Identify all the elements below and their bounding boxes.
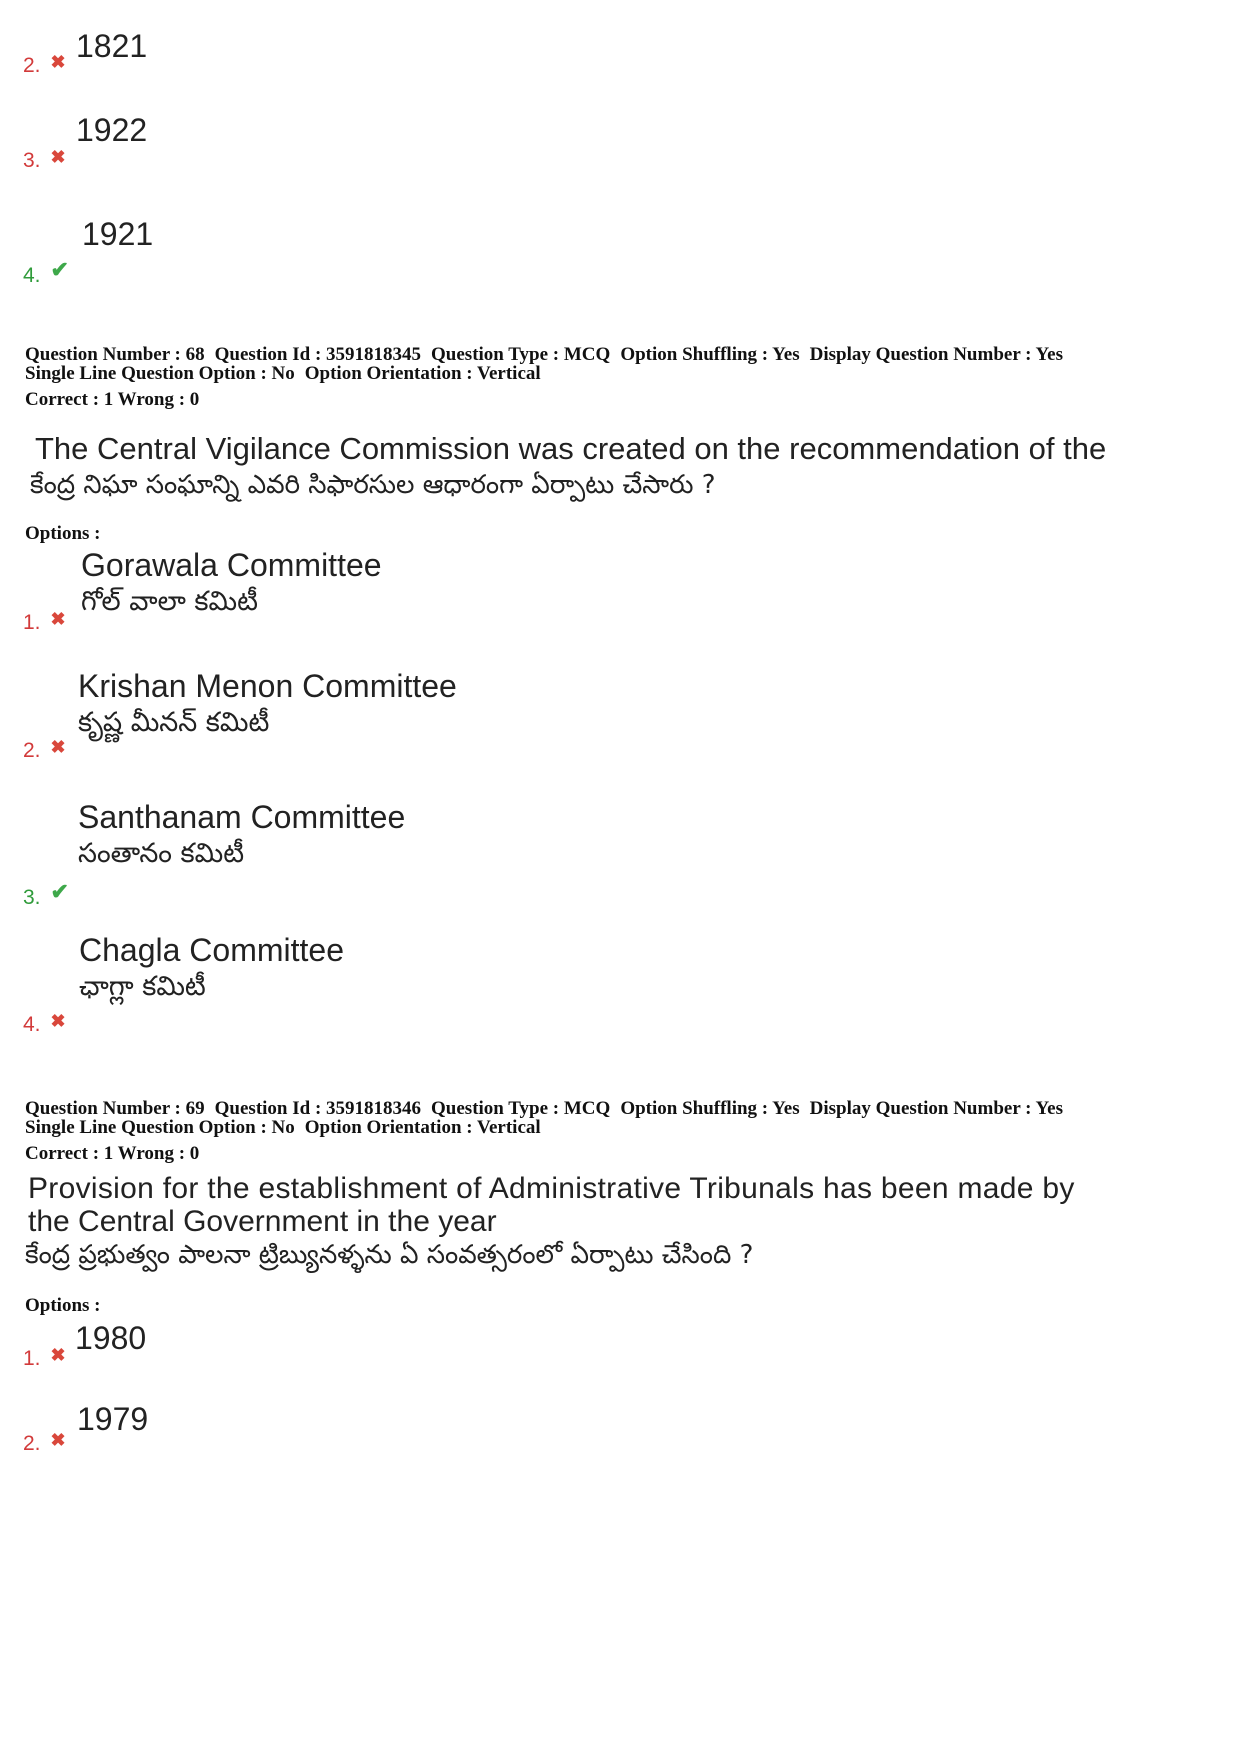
option-text-te: సంతానం కమిటీ bbox=[78, 838, 245, 869]
question-text-en: the Central Government in the year bbox=[28, 1205, 497, 1238]
question-text-en: Provision for the establishment of Administrative Tribunals has been made by bbox=[28, 1172, 1075, 1205]
option-text-en: Gorawala Committee bbox=[81, 547, 382, 583]
option-text-te: గోల్ వాలా కమిటీ bbox=[81, 586, 258, 617]
option-number: 3. ✔ bbox=[23, 879, 69, 909]
option-number: 2. ✖ bbox=[23, 737, 66, 762]
option-text: 1921 bbox=[82, 216, 154, 252]
question-meta: Question Number : 69 Question Id : 3591818346 Question Type : MCQ Option Shuffling : Yes Display Question Number : Yes bbox=[25, 1098, 1063, 1119]
option-text: 1821 bbox=[76, 28, 148, 64]
option-number: 2. ✖ bbox=[23, 1430, 66, 1455]
cross-icon: ✖ bbox=[50, 609, 66, 629]
cross-icon: ✖ bbox=[50, 1011, 66, 1031]
score-line: Correct : 1 Wrong : 0 bbox=[25, 389, 200, 410]
option-number: 1. ✖ bbox=[23, 1345, 66, 1370]
option-number: 4. ✔ bbox=[23, 257, 69, 287]
question-meta: Question Number : 68 Question Id : 3591818345 Question Type : MCQ Option Shuffling : Yes Display Question Number : Yes bbox=[25, 344, 1063, 365]
cross-icon: ✖ bbox=[50, 52, 66, 72]
check-icon: ✔ bbox=[50, 879, 69, 904]
option-number: 3. ✖ bbox=[23, 147, 66, 172]
cross-icon: ✖ bbox=[50, 147, 66, 167]
question-text-en: The Central Vigilance Commission was created on the recommendation of the bbox=[35, 431, 1107, 466]
check-icon: ✔ bbox=[50, 257, 69, 282]
option-text-en: Krishan Menon Committee bbox=[78, 668, 457, 704]
option-text-en: Santhanam Committee bbox=[78, 799, 406, 835]
question-text-te: కేంద్ర నిఘా సంఘాన్ని ఎవరి సిఫారసుల ఆధారంగా ఏర్పాటు చేసారు ? bbox=[30, 470, 716, 500]
option-number: 2. ✖ bbox=[23, 52, 66, 77]
question-meta: Single Line Question Option : No Option Orientation : Vertical bbox=[25, 363, 541, 384]
option-text: 1979 bbox=[77, 1401, 149, 1437]
option-text-te: కృష్ణ మీనన్ కమిటీ bbox=[78, 707, 270, 738]
question-meta: Single Line Question Option : No Option Orientation : Vertical bbox=[25, 1117, 541, 1138]
cross-icon: ✖ bbox=[50, 1345, 66, 1365]
cross-icon: ✖ bbox=[50, 1430, 66, 1450]
options-label: Options : bbox=[25, 523, 101, 544]
question-text-te: కేంద్ర ప్రభుత్వం పాలనా ట్రిబ్యునళ్ళను ఏ సంవత్సరంలో ఏర్పాటు చేసింది ? bbox=[25, 1240, 754, 1270]
option-text: 1980 bbox=[75, 1320, 147, 1356]
option-text-te: ఛాగ్లా కమిటీ bbox=[79, 971, 206, 1002]
options-label: Options : bbox=[25, 1295, 101, 1316]
option-text: 1922 bbox=[76, 112, 148, 148]
option-text-en: Chagla Committee bbox=[79, 932, 344, 968]
score-line: Correct : 1 Wrong : 0 bbox=[25, 1143, 200, 1164]
option-number: 4. ✖ bbox=[23, 1011, 66, 1036]
option-number: 1. ✖ bbox=[23, 609, 66, 634]
cross-icon: ✖ bbox=[50, 737, 66, 757]
